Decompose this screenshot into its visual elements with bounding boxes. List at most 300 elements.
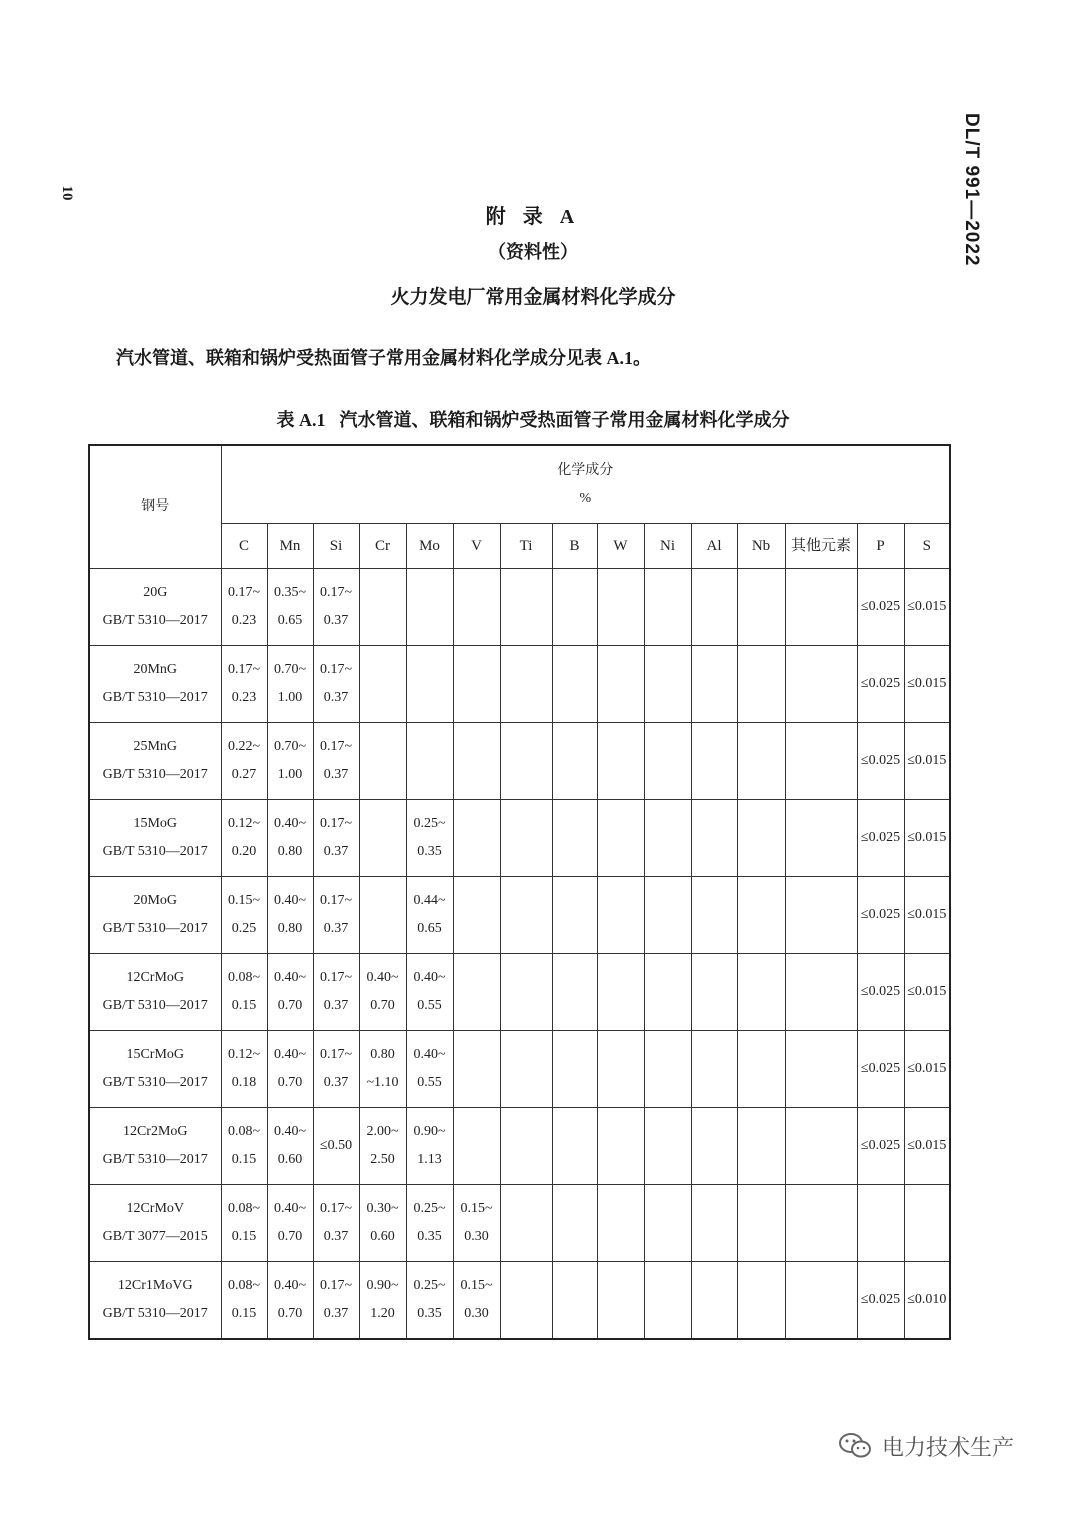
- value-cell: [691, 1262, 737, 1340]
- value-cell: [406, 1185, 453, 1262]
- value-line-1: 0.17~: [227, 662, 261, 677]
- value-line-1: 0.40~: [273, 1047, 307, 1062]
- value-line-2: 0.25: [231, 921, 257, 936]
- element-header: Cr: [359, 524, 406, 569]
- value-cell: [406, 646, 453, 723]
- value-cell: [597, 569, 644, 646]
- value-cell: [313, 1262, 359, 1340]
- value-cell: [221, 954, 267, 1031]
- value-cell: [313, 1185, 359, 1262]
- value-line-1: 0.40~: [413, 970, 446, 985]
- grade-cell: [89, 646, 221, 723]
- element-header: S: [904, 524, 950, 569]
- composition-header: [221, 445, 950, 524]
- value-line-2: 0.70: [277, 1075, 303, 1090]
- element-header: Ti: [500, 524, 552, 569]
- value-cell: [691, 1185, 737, 1262]
- value-cell: [359, 1031, 406, 1108]
- value-cell: ≤0.015: [904, 954, 950, 1031]
- grade-cell: [89, 1185, 221, 1262]
- element-header: B: [552, 524, 597, 569]
- appendix-title: 火力发电厂常用金属材料化学成分: [390, 287, 676, 308]
- value-cell: [359, 800, 406, 877]
- value-cell: [221, 1031, 267, 1108]
- value-cell: [737, 1262, 785, 1340]
- value-cell: [785, 1262, 857, 1340]
- value-cell: ≤0.025: [857, 800, 904, 877]
- value-line-1: 0.40~: [366, 970, 399, 985]
- value-cell: ≤0.025: [857, 1031, 904, 1108]
- value-line-2: 0.70: [277, 1306, 303, 1321]
- value-cell: [785, 723, 857, 800]
- table-row: [89, 954, 950, 1031]
- value-cell: [453, 723, 500, 800]
- value-line-2: 0.65: [417, 921, 442, 936]
- grade-standard: GB/T 5310—2017: [102, 1075, 208, 1090]
- value-cell: [500, 569, 552, 646]
- watermark: [838, 1426, 1058, 1466]
- value-cell: [406, 1031, 453, 1108]
- value-line-2: 0.15: [231, 1229, 257, 1244]
- value-cell: [221, 877, 267, 954]
- value-line-2: 0.60: [277, 1152, 303, 1167]
- value-line-2: 0.70: [277, 998, 303, 1013]
- value-cell: [597, 646, 644, 723]
- grade-name: 12CrMoV: [126, 1201, 185, 1216]
- value-cell: [737, 569, 785, 646]
- value-cell: [644, 569, 691, 646]
- value-cell: [691, 1108, 737, 1185]
- value-cell: ≤0.015: [904, 569, 950, 646]
- value-line-1: 0.12~: [227, 816, 261, 831]
- composition-header-unit: %: [579, 490, 592, 506]
- value-line-2: 1.13: [417, 1152, 442, 1167]
- value-line-2: 0.37: [323, 1229, 349, 1244]
- value-line-2: 0.27: [231, 767, 257, 782]
- grade-standard: GB/T 5310—2017: [102, 1306, 208, 1321]
- value-cell: [267, 723, 313, 800]
- grade-standard: GB/T 5310—2017: [102, 690, 208, 705]
- value-line-1: 0.17~: [319, 585, 353, 600]
- value-cell: [221, 800, 267, 877]
- value-cell: [737, 954, 785, 1031]
- value-cell: [597, 1262, 644, 1340]
- value-cell: [785, 646, 857, 723]
- value-line-1: 0.40~: [273, 970, 307, 985]
- value-cell: [453, 1108, 500, 1185]
- value-line-2: 0.37: [323, 1306, 349, 1321]
- value-cell: [267, 1262, 313, 1340]
- value-line-2: 0.18: [231, 1075, 257, 1090]
- value-cell: [406, 723, 453, 800]
- value-cell: [552, 1262, 597, 1340]
- value-cell: ≤0.015: [904, 646, 950, 723]
- element-header: Al: [691, 524, 737, 569]
- grade-standard: GB/T 5310—2017: [102, 613, 208, 628]
- value-cell: [406, 954, 453, 1031]
- value-line-1: 0.17~: [319, 662, 353, 677]
- value-line-1: 0.40~: [273, 893, 307, 908]
- grade-cell: [89, 1108, 221, 1185]
- value-cell: [313, 646, 359, 723]
- element-header: C: [221, 524, 267, 569]
- grade-cell: [89, 1031, 221, 1108]
- value-cell: [644, 1185, 691, 1262]
- value-cell: [691, 800, 737, 877]
- value-cell: [552, 723, 597, 800]
- value-cell: [644, 723, 691, 800]
- value-line-1: 0.08~: [227, 1124, 261, 1139]
- grade-standard: GB/T 5310—2017: [102, 998, 208, 1013]
- value-cell: ≤0.025: [857, 954, 904, 1031]
- value-cell: [644, 954, 691, 1031]
- value-cell: [406, 569, 453, 646]
- value-line-2: 0.55: [417, 998, 442, 1013]
- grade-name: 20MnG: [133, 662, 178, 677]
- value-cell: ≤0.015: [904, 1108, 950, 1185]
- value-cell: [500, 877, 552, 954]
- value-line-2: 0.23: [231, 690, 257, 705]
- value-cell: ≤0.50: [313, 1108, 359, 1185]
- value-cell: [904, 1185, 950, 1262]
- value-cell: [313, 569, 359, 646]
- value-cell: [785, 800, 857, 877]
- element-header: 其他元素: [785, 524, 857, 569]
- value-cell: ≤0.015: [904, 723, 950, 800]
- appendix-note: （资料性）: [488, 242, 578, 262]
- value-line-1: 0.70~: [273, 662, 307, 677]
- value-cell: [221, 1108, 267, 1185]
- value-cell: [597, 1185, 644, 1262]
- watermark-text: 电力技术生产: [882, 1435, 1015, 1461]
- value-cell: [597, 723, 644, 800]
- value-cell: [691, 877, 737, 954]
- grade-name: 12Cr2MoG: [122, 1124, 188, 1139]
- value-line-2: 0.37: [323, 921, 349, 936]
- value-cell: [691, 569, 737, 646]
- value-cell: [359, 877, 406, 954]
- value-line-2: 0.37: [323, 690, 349, 705]
- grade-name: 15MoG: [133, 816, 178, 831]
- value-line-1: 0.90~: [366, 1278, 399, 1293]
- value-line-1: 0.17~: [319, 816, 353, 831]
- value-line-2: 0.37: [323, 767, 349, 782]
- value-cell: [221, 569, 267, 646]
- value-cell: [500, 1031, 552, 1108]
- value-cell: [857, 1185, 904, 1262]
- grade-cell: [89, 877, 221, 954]
- value-cell: [453, 1262, 500, 1340]
- value-cell: [597, 800, 644, 877]
- value-cell: [737, 646, 785, 723]
- value-line-1: 0.17~: [319, 893, 353, 908]
- value-cell: ≤0.025: [857, 1108, 904, 1185]
- value-line-2: 0.70: [277, 1229, 303, 1244]
- value-line-2: 0.70: [370, 998, 395, 1013]
- value-cell: [737, 1108, 785, 1185]
- grade-name: 12Cr1MoVG: [117, 1278, 193, 1293]
- grade-name: 25MnG: [133, 739, 178, 754]
- grade-cell: [89, 569, 221, 646]
- value-cell: [221, 723, 267, 800]
- value-line-2: ~1.10: [366, 1075, 399, 1090]
- value-cell: [597, 877, 644, 954]
- table-row: [89, 1262, 950, 1340]
- value-line-1: 0.40~: [273, 816, 307, 831]
- value-cell: [785, 954, 857, 1031]
- value-cell: [500, 800, 552, 877]
- value-cell: [737, 1185, 785, 1262]
- value-cell: [552, 646, 597, 723]
- value-line-2: 0.37: [323, 613, 349, 628]
- grade-cell: [89, 723, 221, 800]
- value-line-1: 0.44~: [413, 893, 446, 908]
- grade-standard: GB/T 5310—2017: [102, 921, 208, 936]
- value-cell: [644, 1031, 691, 1108]
- value-line-1: 0.17~: [319, 1047, 353, 1062]
- value-cell: [221, 646, 267, 723]
- element-header: Si: [313, 524, 359, 569]
- value-cell: [644, 800, 691, 877]
- grade-standard: GB/T 5310—2017: [102, 767, 208, 782]
- page-number: 10: [59, 185, 75, 201]
- value-cell: [267, 877, 313, 954]
- value-cell: [552, 1185, 597, 1262]
- value-line-2: 0.15: [231, 998, 257, 1013]
- value-line-1: 0.08~: [227, 1278, 261, 1293]
- value-cell: [785, 1185, 857, 1262]
- value-line-2: 0.37: [323, 844, 349, 859]
- value-cell: [500, 1108, 552, 1185]
- value-cell: [644, 1262, 691, 1340]
- value-cell: [359, 646, 406, 723]
- value-cell: [597, 1031, 644, 1108]
- value-line-1: 0.15~: [460, 1201, 493, 1216]
- grade-name: 20G: [143, 585, 168, 600]
- value-cell: ≤0.025: [857, 569, 904, 646]
- value-cell: [644, 646, 691, 723]
- table-body: [89, 569, 950, 1340]
- value-cell: [500, 646, 552, 723]
- value-cell: [500, 1185, 552, 1262]
- value-cell: [785, 569, 857, 646]
- value-line-1: 0.15~: [460, 1278, 493, 1293]
- value-cell: [691, 954, 737, 1031]
- value-line-1: 0.80: [370, 1047, 395, 1062]
- table-row: [89, 1185, 950, 1262]
- element-header: V: [453, 524, 500, 569]
- value-cell: [313, 1031, 359, 1108]
- value-line-2: 0.80: [277, 921, 303, 936]
- table-caption-text: 汽水管道、联箱和锅炉受热面管子常用金属材料化学成分: [339, 410, 790, 430]
- value-cell: [313, 800, 359, 877]
- value-cell: [597, 954, 644, 1031]
- value-line-1: 0.70~: [273, 739, 307, 754]
- table-caption: [250, 406, 816, 432]
- value-line-1: 0.22~: [227, 739, 261, 754]
- value-cell: [359, 569, 406, 646]
- value-cell: [552, 954, 597, 1031]
- value-cell: [453, 877, 500, 954]
- value-cell: [552, 1031, 597, 1108]
- value-cell: [597, 1108, 644, 1185]
- value-cell: [406, 800, 453, 877]
- value-cell: [221, 1262, 267, 1340]
- value-cell: [644, 1108, 691, 1185]
- value-cell: [691, 646, 737, 723]
- grade-column-header: 钢号: [89, 445, 221, 569]
- grade-standard: GB/T 5310—2017: [102, 1152, 208, 1167]
- grade-name: 15CrMoG: [126, 1047, 185, 1062]
- table-row: [89, 1108, 950, 1185]
- table-row: [89, 569, 950, 646]
- value-cell: [737, 1031, 785, 1108]
- composition-table: [88, 444, 951, 1340]
- value-line-1: 0.25~: [413, 816, 446, 831]
- value-cell: [359, 1185, 406, 1262]
- value-line-1: 0.08~: [227, 1201, 261, 1216]
- value-line-2: 0.80: [277, 844, 303, 859]
- value-cell: [500, 954, 552, 1031]
- value-cell: [267, 1031, 313, 1108]
- table-caption-number: 表 A.1: [276, 410, 326, 430]
- value-cell: [785, 1108, 857, 1185]
- value-cell: [359, 1108, 406, 1185]
- value-line-1: 0.15~: [227, 893, 261, 908]
- value-line-1: 0.12~: [227, 1047, 261, 1062]
- value-cell: [737, 877, 785, 954]
- value-cell: [453, 954, 500, 1031]
- grade-standard: GB/T 3077—2015: [102, 1229, 208, 1244]
- element-header: P: [857, 524, 904, 569]
- value-cell: [552, 569, 597, 646]
- intro-paragraph: 汽水管道、联箱和锅炉受热面管子常用金属材料化学成分见表 A.1。: [116, 348, 651, 368]
- value-line-1: 0.25~: [413, 1278, 446, 1293]
- value-line-2: 0.37: [323, 998, 349, 1013]
- grade-name: 20MoG: [133, 893, 178, 908]
- value-line-2: 0.60: [370, 1229, 395, 1244]
- appendix-label: 附 录 A: [485, 206, 581, 228]
- value-line-1: 0.30~: [366, 1201, 399, 1216]
- value-cell: [313, 954, 359, 1031]
- table-row: [89, 877, 950, 954]
- value-cell: [785, 877, 857, 954]
- value-cell: [552, 800, 597, 877]
- value-cell: ≤0.010: [904, 1262, 950, 1340]
- value-cell: [552, 877, 597, 954]
- value-line-1: 0.40~: [273, 1278, 307, 1293]
- value-line-1: 0.17~: [319, 1278, 353, 1293]
- value-cell: [359, 1262, 406, 1340]
- table-row: [89, 1031, 950, 1108]
- element-header: Nb: [737, 524, 785, 569]
- value-cell: ≤0.015: [904, 877, 950, 954]
- value-cell: [691, 1031, 737, 1108]
- value-line-1: 0.35~: [273, 585, 307, 600]
- grade-name: 12CrMoG: [126, 970, 185, 985]
- value-cell: [737, 800, 785, 877]
- value-line-1: 0.90~: [413, 1124, 446, 1139]
- value-line-2: 0.15: [231, 1306, 257, 1321]
- value-cell: [359, 954, 406, 1031]
- value-line-2: 0.20: [231, 844, 257, 859]
- value-line-1: 0.40~: [273, 1124, 307, 1139]
- element-header: W: [597, 524, 644, 569]
- value-cell: ≤0.025: [857, 723, 904, 800]
- value-cell: [453, 800, 500, 877]
- value-line-1: 0.40~: [413, 1047, 446, 1062]
- grade-cell: [89, 954, 221, 1031]
- value-cell: [785, 1031, 857, 1108]
- value-cell: [267, 1108, 313, 1185]
- value-line-1: 0.40~: [273, 1201, 307, 1216]
- element-header: Ni: [644, 524, 691, 569]
- value-cell: [313, 723, 359, 800]
- value-line-2: 0.30: [464, 1229, 489, 1244]
- value-cell: [737, 723, 785, 800]
- value-line-1: 0.25~: [413, 1201, 446, 1216]
- value-line-2: 0.23: [231, 613, 257, 628]
- value-cell: [406, 1262, 453, 1340]
- value-cell: [313, 877, 359, 954]
- value-cell: ≤0.025: [857, 1262, 904, 1340]
- value-line-1: 0.17~: [319, 739, 353, 754]
- value-cell: ≤0.025: [857, 646, 904, 723]
- value-cell: [267, 954, 313, 1031]
- value-line-2: 0.30: [464, 1306, 489, 1321]
- value-cell: [453, 1031, 500, 1108]
- value-line-1: 0.17~: [319, 1201, 353, 1216]
- value-line-2: 1.00: [277, 767, 303, 782]
- value-line-2: 0.35: [417, 844, 442, 859]
- value-cell: [552, 1108, 597, 1185]
- value-cell: [221, 1185, 267, 1262]
- composition-header-title: 化学成分: [557, 462, 614, 478]
- value-cell: [644, 877, 691, 954]
- value-cell: [267, 800, 313, 877]
- value-cell: [453, 646, 500, 723]
- value-cell: [406, 877, 453, 954]
- value-cell: [359, 723, 406, 800]
- value-line-1: 0.08~: [227, 970, 261, 985]
- value-cell: ≤0.025: [857, 877, 904, 954]
- value-line-2: 0.15: [231, 1152, 257, 1167]
- value-line-2: 2.50: [370, 1152, 395, 1167]
- value-cell: [406, 1108, 453, 1185]
- standard-code: DL/T 991—2022: [961, 113, 982, 267]
- value-line-1: 0.17~: [319, 970, 353, 985]
- value-cell: [691, 723, 737, 800]
- grade-standard: GB/T 5310—2017: [102, 844, 208, 859]
- value-line-2: 0.65: [277, 613, 303, 628]
- value-line-2: 0.37: [323, 1075, 349, 1090]
- value-cell: [267, 646, 313, 723]
- value-line-1: 0.17~: [227, 585, 261, 600]
- value-cell: ≤0.015: [904, 800, 950, 877]
- table-row: [89, 800, 950, 877]
- value-line-2: 0.35: [417, 1229, 442, 1244]
- value-line-2: 1.00: [277, 690, 303, 705]
- value-cell: [267, 1185, 313, 1262]
- value-line-2: 1.20: [370, 1306, 395, 1321]
- value-line-2: 0.35: [417, 1306, 442, 1321]
- grade-cell: [89, 1262, 221, 1340]
- table-row: [89, 723, 950, 800]
- element-header: Mo: [406, 524, 453, 569]
- value-cell: [453, 1185, 500, 1262]
- value-line-1: 2.00~: [366, 1124, 399, 1139]
- element-header: Mn: [267, 524, 313, 569]
